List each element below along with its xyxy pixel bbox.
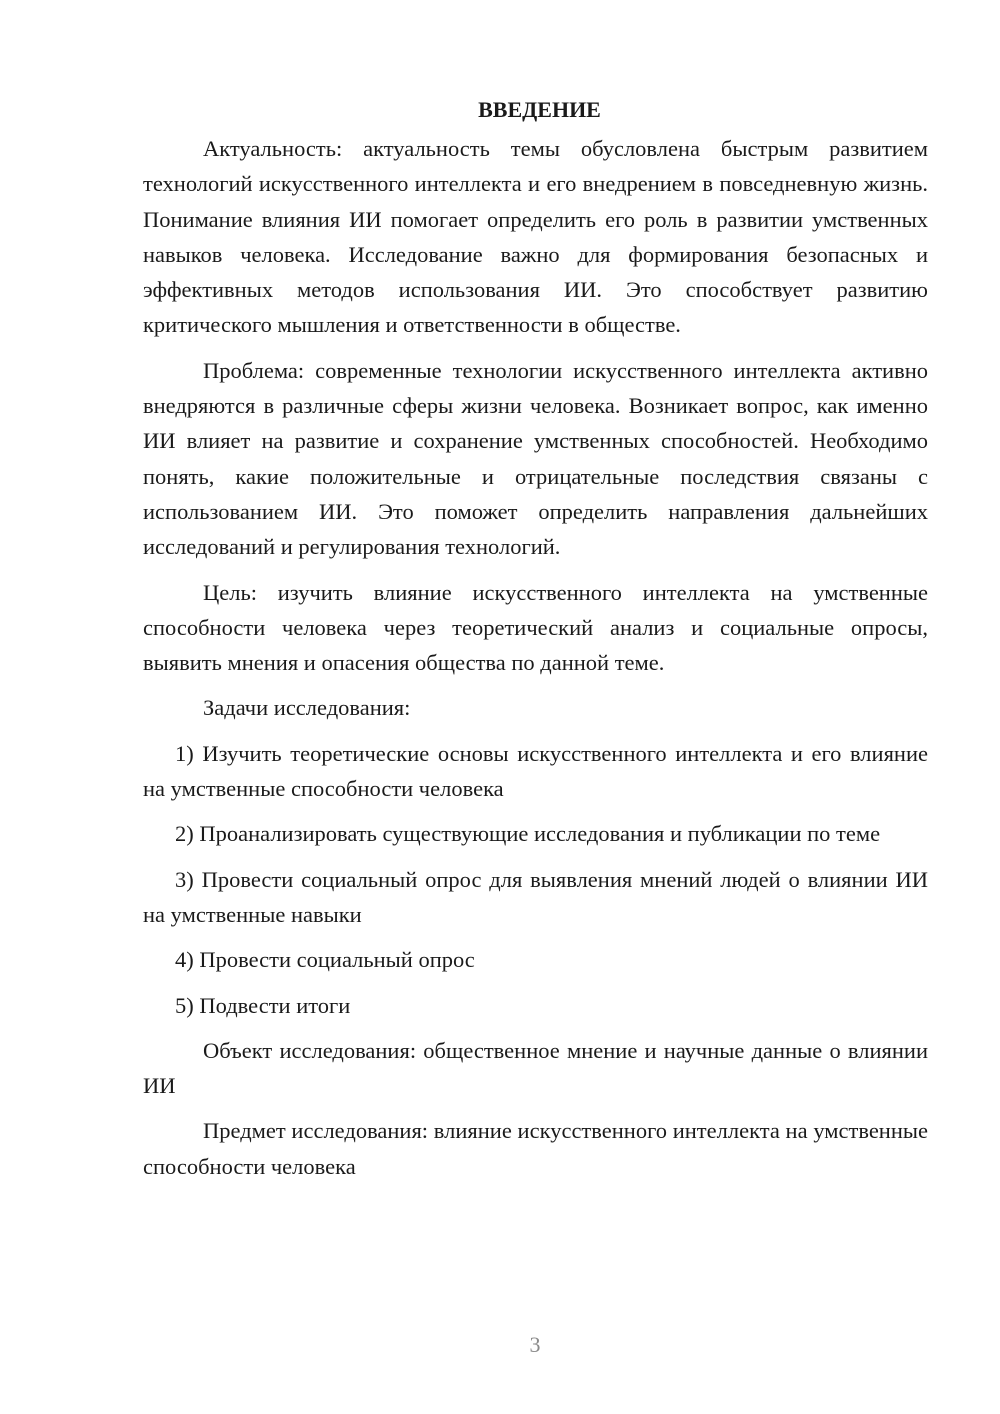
task-item: 2) Проанализировать существующие исследования и публикации по теме	[175, 821, 881, 847]
problem-paragraph: Проблема: современные технологии искусственного интеллекта активно внедряются в различные сферы жизни человека. Возникает вопрос, как именно ИИ влияет на развитие и сохранение умственных способностей. Необходимо понять, какие положительные и отрицательные последствия связаны с использованием ИИ. Это поможет определить направления дальнейших исследований и регулирования технологий.	[143, 357, 928, 560]
task-item: 1) Изучить теоретические основы искусственного интеллекта и его влияние на умственные способности человека	[143, 740, 928, 802]
task-item: 5) Подвести итоги	[175, 992, 351, 1018]
document-page	[143, 92, 928, 1194]
section-heading: ВВЕДЕНИЕ	[478, 97, 601, 122]
goal-paragraph: Цель: изучить влияние искусственного интеллекта на умственные способности человека через теоретический анализ и социальные опросы, выявить мнения и опасения общества по данной теме.	[143, 579, 928, 676]
object-paragraph: Объект исследования: общественное мнение и научные данные о влиянии ИИ	[143, 1037, 928, 1099]
tasks-title: Задачи исследования:	[203, 695, 411, 721]
subject-paragraph: Предмет исследования: влияние искусственного интеллекта на умственные способности человека	[143, 1118, 928, 1179]
relevance-paragraph: Актуальность: актуальность темы обусловлена быстрым развитием технологий искусственного интеллекта и его внедрением в повседневную жизнь. Понимание влияния ИИ помогает определить его роль в развитии умственных навыков человека. Исследование важно для формирования безопасных и эффективных методов использования ИИ. Это способствует развитию критического мышления и ответственности в обществе.	[143, 136, 928, 338]
task-item: 4) Провести социальный опрос	[175, 947, 475, 973]
page-number: 3	[529, 1332, 541, 1357]
task-item: 3) Провести социальный опрос для выявления мнений людей о влиянии ИИ на умственные навыки	[143, 866, 928, 927]
